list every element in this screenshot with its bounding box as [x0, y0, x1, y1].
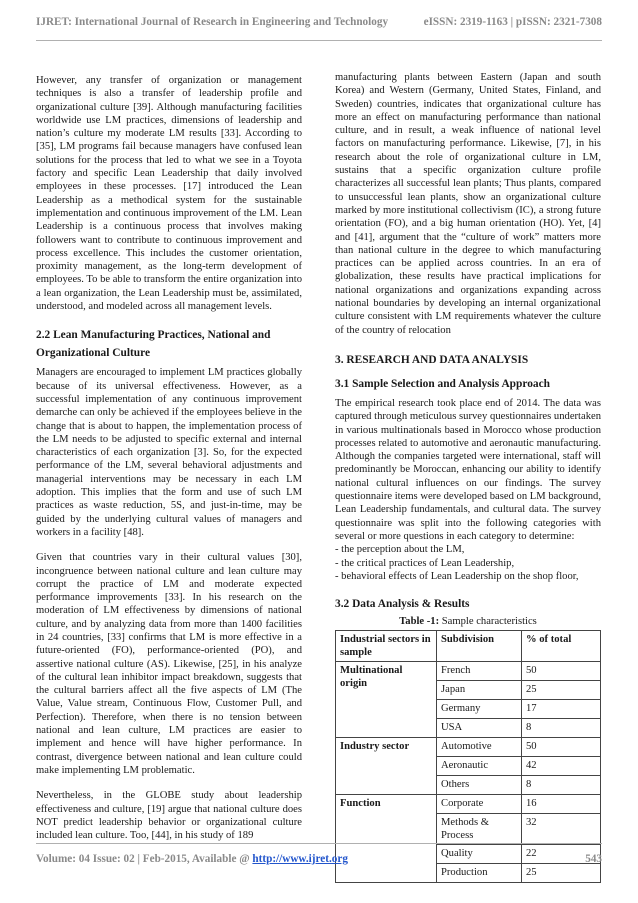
paragraph: Given that countries vary in their cultural values [30], incongruence between national culture and lean culture may corrupt the practice of LM and moderate expected performance improvements [33]. In his research on the moderation of LM effectiveness by dimensions of national culture, and by analyzing data from more than 1400 facilities in 24 countries, [33] confirms that LM is more effective in a future-oriented (FO), performance-oriented (PO), and assertive national culture (AS). Likewise, [25], in his analyze of the cultural lean inhibitor impact breakdown, suggests that the cultural barriers affect all the five aspects of LM (The Value, Value stream, Continuous Flow, Customer Pull, and Perfection). Therefore, when there is no tension between national and lean culture, LM practices are easier to implement and hence will have higher performance. In contrast, divergence between national and lean culture could make implementing LM problematic. — [36, 552, 302, 776]
category-list — [335, 543, 601, 583]
section-heading-3: 3. RESEARCH AND DATA ANALYSIS — [335, 353, 529, 366]
right-column — [335, 71, 601, 883]
header-rule — [36, 40, 602, 41]
table-row — [336, 795, 601, 814]
table-cell: Methods & Process — [437, 814, 522, 845]
column-header: % of total — [522, 631, 601, 662]
table-row — [336, 662, 601, 681]
group-cell: Multinational origin — [336, 662, 437, 738]
table-caption — [335, 615, 601, 628]
journal-title: IJRET: International Journal of Research in Engineering and Technology — [36, 16, 389, 28]
table-cell: Japan — [437, 681, 522, 700]
paragraph: manufacturing plants between Eastern (Japan and south Korea) and Western (Germany, United States, Finland, and Sweden) countries, indicates that organizational culture has more an effect on manufacturing performance than national culture, and in result, a weak influence of national level factors on manufacturing performance. Likewise, [7], in his research about the role of organizational culture in LM, sustains that a specific organization culture profile characterizes all successful lean plants; Thus plants, compared to unsuccessful lean plants, show an organizational culture marked by more institutional collectivism (IC), a strong future orientation (FO), and a big human orientation (HO). Yet, [4] and [41], argument that the “culture of work” matters more than national culture in the degree to which manufacturing practices can be applied across countries. In an era of globalization, these results have practical implications for national organizations and organizations expanding across national boundaries by developing an internal organizational culture consistent with LM requirements whatever the culture of the country of relocation — [335, 72, 601, 336]
journal-link[interactable]: http://www.ijret.org — [252, 853, 348, 865]
issn-text: eISSN: 2319-1163 | pISSN: 2321-7308 — [423, 16, 602, 28]
table-cell: Germany — [437, 700, 522, 719]
table-cell: 16 — [522, 795, 601, 814]
table-row — [336, 738, 601, 757]
page-header — [36, 16, 602, 28]
paragraph: Nevertheless, in the GLOBE study about leadership effectiveness and culture, [19] argue that national culture does NOT predict leadership behavior or organizational culture included lean culture. Too, [44], in his study of 189 — [36, 790, 302, 842]
table-cell: 50 — [522, 662, 601, 681]
table-cell: Others — [437, 776, 522, 795]
table-cell: Corporate — [437, 795, 522, 814]
table-cell: Automotive — [437, 738, 522, 757]
column-header: Subdivision — [437, 631, 522, 662]
table-cell: 17 — [522, 700, 601, 719]
list-item: - the perception about the LM, — [335, 544, 465, 556]
section-heading-2-2: 2.2 Lean Manufacturing Practices, National and Organizational Culture — [36, 329, 271, 360]
table-cell: 25 — [522, 681, 601, 700]
paragraph: However, any transfer of organization or management techniques is also a transfer of leadership profile and organizational culture [39]. Although manufacturing facilities worldwide use LM practices, dimensions of leadership and nation’s culture my moderate LM results [33]. According to [35], LM programs fail because managers have confused lean solutions for the process that led to what we see in a Toyota factory and specific Lean Leadership that daily involved employees in these processes. [17] introduced the Lean Leadership as a methodical system for the sustainable implementation and continuous improvement of the LM. Lean Leadership is a continuous process that involves making followers want to contribute to continuous improvement and process excellence. This includes the customer orientation, proximity management, as the long-term development of employees. To be able to transform the entire organization into a lean organization, the Lean Leadership must be, assimilated, understood, and modeled across all management levels. — [36, 75, 302, 313]
left-column — [36, 74, 302, 842]
paragraph: The empirical research took place end of 2014. The data was captured through meticulous survey questionnaires undertaken in various multinationals based in Morocco whose production processes related to automotive and aeronautic manufacturing. Although the companies targeted were international, staff will predominantly be Moroccan, enhancing our ability to identify national cultural influences on our findings. The survey questionnaire items were developed based on LM background, Lean Leadership fundamentals, and cultural data. The survey questionnaire was split into the following categories with several or more questions in each category to determine: — [335, 397, 601, 542]
table-cell: 8 — [522, 719, 601, 738]
sample-characteristics-table — [335, 630, 601, 883]
group-cell: Function — [336, 795, 437, 883]
page-number: 543 — [585, 853, 602, 865]
column-header: Industrial sectors in sample — [336, 631, 437, 662]
table-cell: Quality — [437, 845, 522, 864]
footer-rule — [36, 843, 602, 844]
table-cell: French — [437, 662, 522, 681]
table-cell: 50 — [522, 738, 601, 757]
section-heading-3-1: 3.1 Sample Selection and Analysis Approach — [335, 377, 550, 390]
table-cell: 22 — [522, 845, 601, 864]
table-caption-text: Sample characteristics — [439, 616, 537, 628]
table-cell: 8 — [522, 776, 601, 795]
list-item: - behavioral effects of Lean Leadership on the shop floor, — [335, 570, 579, 582]
list-item: - the critical practices of Lean Leadership, — [335, 557, 515, 569]
table-cell: 25 — [522, 864, 601, 883]
footer-volume — [36, 853, 348, 865]
footer-volume-text: Volume: 04 Issue: 02 | Feb-2015, Available @ — [36, 853, 253, 865]
table-cell: USA — [437, 719, 522, 738]
paragraph: Managers are encouraged to implement LM practices globally because of its universal effectiveness. However, as a successful implementation of any continuous improvement demarche can only be achieved if the employees believe in the change that is about to happen, the implementation process of the LM needs to be adjusted to specific external and internal characteristics of each organization [3]. So, for the expected performance of the LM, several behavioral adjustments and managerial interventions may be necessary in each LM adoption. This implies that the form and use of such LM practices as waste reduction, 5S, and just-in-time, may be guided by the underlying cultural values of managers and workers in a facility [48]. — [36, 367, 302, 538]
table-cell: 32 — [522, 814, 601, 845]
page-footer — [36, 853, 602, 865]
table-cell: Production — [437, 864, 522, 883]
table-caption-label: Table -1: — [399, 616, 440, 628]
table-header-row — [336, 631, 601, 662]
group-cell: Industry sector — [336, 738, 437, 795]
section-heading-3-2: 3.2 Data Analysis & Results — [335, 598, 470, 611]
table-cell: 42 — [522, 757, 601, 776]
table-cell: Aeronautic — [437, 757, 522, 776]
